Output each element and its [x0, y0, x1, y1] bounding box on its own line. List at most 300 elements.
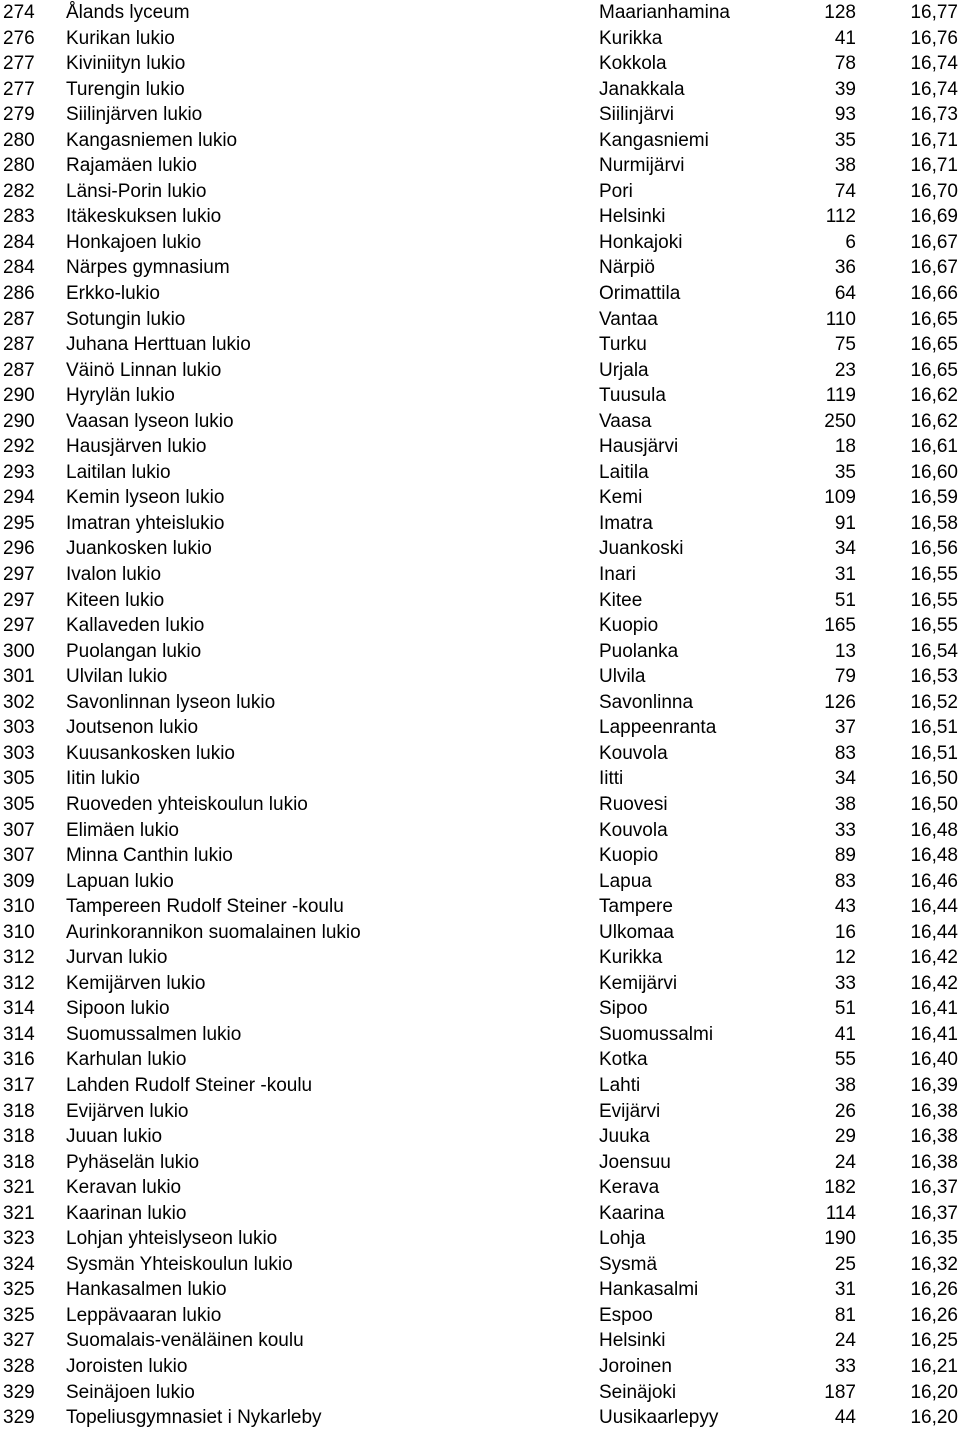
- school-name-cell: Vaasan lyseon lukio: [66, 410, 234, 432]
- student-count-cell: 110: [825, 308, 856, 330]
- school-name-cell: Kangasniemen lukio: [66, 129, 238, 151]
- rank-cell: 277: [3, 53, 35, 75]
- table-row: [0, 102, 960, 128]
- municipality-cell: Hankasalmi: [599, 1279, 699, 1301]
- municipality-cell: Kerava: [599, 1177, 660, 1199]
- student-count-cell: 35: [834, 129, 856, 151]
- rank-cell: 325: [3, 1279, 35, 1301]
- rank-cell: 324: [3, 1253, 35, 1275]
- rank-cell: 323: [3, 1228, 35, 1250]
- school-name-cell: Närpes gymnasium: [66, 257, 230, 279]
- student-count-cell: 182: [824, 1177, 856, 1199]
- average-score-cell: 16,54: [910, 640, 958, 662]
- table-row: [0, 639, 960, 665]
- student-count-cell: 74: [834, 180, 856, 202]
- student-count-cell: 75: [834, 334, 856, 356]
- municipality-cell: Lappeenranta: [599, 717, 717, 739]
- municipality-cell: Kemi: [599, 487, 643, 509]
- student-count-cell: 64: [834, 283, 856, 305]
- school-name-cell: Hyrylän lukio: [66, 385, 175, 407]
- school-name-cell: Siilinjärven lukio: [66, 104, 203, 126]
- municipality-cell: Tampere: [599, 896, 673, 918]
- average-score-cell: 16,58: [910, 512, 958, 534]
- average-score-cell: 16,77: [910, 2, 958, 23]
- municipality-cell: Savonlinna: [599, 691, 694, 713]
- student-count-cell: 93: [834, 104, 856, 126]
- student-count-cell: 81: [834, 1304, 856, 1326]
- school-name-cell: Ivalon lukio: [66, 564, 162, 586]
- student-count-cell: 114: [825, 1202, 856, 1224]
- average-score-cell: 16,66: [910, 283, 958, 305]
- table-row: [0, 358, 960, 384]
- table-row: [0, 409, 960, 435]
- student-count-cell: 25: [834, 1253, 856, 1275]
- table-row: [0, 77, 960, 103]
- municipality-cell: Lapua: [599, 870, 652, 892]
- student-count-cell: 89: [834, 845, 856, 867]
- rank-cell: 284: [3, 231, 35, 253]
- rank-cell: 312: [3, 947, 35, 969]
- municipality-cell: Maarianhamina: [599, 2, 730, 23]
- municipality-cell: Inari: [599, 564, 636, 586]
- student-count-cell: 33: [834, 1355, 856, 1377]
- rank-cell: 297: [3, 615, 35, 637]
- rank-cell: 302: [3, 691, 35, 713]
- average-score-cell: 16,44: [910, 896, 958, 918]
- student-count-cell: 16: [834, 921, 856, 943]
- school-name-cell: Kemin lyseon lukio: [66, 487, 225, 509]
- student-count-cell: 18: [834, 436, 856, 458]
- table-row: [0, 741, 960, 767]
- average-score-cell: 16,20: [910, 1407, 958, 1429]
- table-row: [0, 613, 960, 639]
- school-name-cell: Puolangan lukio: [66, 640, 202, 662]
- average-score-cell: 16,67: [910, 231, 958, 253]
- rank-cell: 307: [3, 845, 35, 867]
- municipality-cell: Suomussalmi: [599, 1023, 714, 1045]
- table-row: [0, 485, 960, 511]
- municipality-cell: Kaarina: [599, 1202, 665, 1224]
- rank-cell: 327: [3, 1330, 35, 1352]
- rank-cell: 301: [3, 666, 35, 688]
- rank-cell: 296: [3, 538, 35, 560]
- municipality-cell: Juankoski: [599, 538, 684, 560]
- rank-cell: 305: [3, 768, 35, 790]
- school-name-cell: Hausjärven lukio: [66, 436, 207, 458]
- municipality-cell: Ulkomaa: [599, 921, 674, 943]
- student-count-cell: 55: [834, 1049, 856, 1071]
- student-count-cell: 33: [834, 972, 856, 994]
- municipality-cell: Lohja: [599, 1228, 646, 1250]
- municipality-cell: Hausjärvi: [599, 436, 679, 458]
- average-score-cell: 16,21: [910, 1355, 958, 1377]
- school-name-cell: Sipoon lukio: [66, 998, 170, 1020]
- student-count-cell: 51: [834, 998, 856, 1020]
- rank-cell: 312: [3, 972, 35, 994]
- table-row: [0, 332, 960, 358]
- rank-cell: 318: [3, 1126, 35, 1148]
- student-count-cell: 190: [824, 1228, 856, 1250]
- school-name-cell: Lahden Rudolf Steiner -koulu: [66, 1074, 313, 1096]
- average-score-cell: 16,38: [910, 1151, 958, 1173]
- rank-cell: 321: [3, 1177, 35, 1199]
- average-score-cell: 16,52: [910, 691, 958, 713]
- student-count-cell: 91: [834, 512, 856, 534]
- rank-cell: 279: [3, 104, 35, 126]
- table-row: [0, 1175, 960, 1201]
- rank-cell: 307: [3, 819, 35, 841]
- school-name-cell: Rajamäen lukio: [66, 155, 197, 177]
- average-score-cell: 16,76: [910, 27, 958, 49]
- student-count-cell: 38: [834, 155, 856, 177]
- rank-cell: 287: [3, 359, 35, 381]
- table-row: [0, 996, 960, 1022]
- table-row: [0, 1099, 960, 1125]
- average-score-cell: 16,42: [910, 972, 958, 994]
- student-count-cell: 112: [825, 206, 856, 228]
- school-name-cell: Joroisten lukio: [66, 1355, 188, 1377]
- school-name-cell: Kemijärven lukio: [66, 972, 206, 994]
- rank-cell: 276: [3, 27, 35, 49]
- school-name-cell: Kiviniityn lukio: [66, 53, 186, 75]
- rank-cell: 318: [3, 1151, 35, 1173]
- school-name-cell: Minna Canthin lukio: [66, 845, 233, 867]
- student-count-cell: 39: [834, 78, 856, 100]
- rank-cell: 283: [3, 206, 35, 228]
- student-count-cell: 26: [834, 1100, 856, 1122]
- municipality-cell: Janakkala: [599, 78, 685, 100]
- average-score-cell: 16,38: [910, 1100, 958, 1122]
- table-row: [0, 869, 960, 895]
- municipality-cell: Lahti: [599, 1074, 641, 1096]
- average-score-cell: 16,37: [910, 1202, 958, 1224]
- table-row: [0, 536, 960, 562]
- school-name-cell: Topeliusgymnasiet i Nykarleby: [66, 1407, 322, 1429]
- municipality-cell: Helsinki: [599, 206, 666, 228]
- average-score-cell: 16,41: [910, 1023, 958, 1045]
- school-name-cell: Kiteen lukio: [66, 589, 165, 611]
- municipality-cell: Kemijärvi: [599, 972, 678, 994]
- municipality-cell: Helsinki: [599, 1330, 666, 1352]
- municipality-cell: Imatra: [599, 512, 653, 534]
- student-count-cell: 35: [834, 461, 856, 483]
- municipality-cell: Kurikka: [599, 947, 663, 969]
- student-count-cell: 31: [834, 564, 856, 586]
- average-score-cell: 16,25: [910, 1330, 958, 1352]
- average-score-cell: 16,20: [910, 1381, 958, 1403]
- school-name-cell: Juuan lukio: [66, 1126, 163, 1148]
- table-row: [0, 588, 960, 614]
- municipality-cell: Sysmä: [599, 1253, 658, 1275]
- rank-cell: 318: [3, 1100, 35, 1122]
- average-score-cell: 16,50: [910, 793, 958, 815]
- average-score-cell: 16,38: [910, 1126, 958, 1148]
- rank-cell: 284: [3, 257, 35, 279]
- municipality-cell: Sipoo: [599, 998, 648, 1020]
- table-row: [0, 690, 960, 716]
- municipality-cell: Kouvola: [599, 742, 668, 764]
- student-count-cell: 41: [834, 1023, 856, 1045]
- municipality-cell: Ulvila: [599, 666, 646, 688]
- municipality-cell: Ruovesi: [599, 793, 668, 815]
- average-score-cell: 16,35: [910, 1228, 958, 1250]
- rank-cell: 277: [3, 78, 35, 100]
- student-count-cell: 13: [834, 640, 856, 662]
- average-score-cell: 16,53: [910, 666, 958, 688]
- municipality-cell: Puolanka: [599, 640, 679, 662]
- table-row: [0, 1380, 960, 1406]
- average-score-cell: 16,55: [910, 564, 958, 586]
- average-score-cell: 16,32: [910, 1253, 958, 1275]
- table-row: [0, 1022, 960, 1048]
- table-row: [0, 230, 960, 256]
- rank-cell: 309: [3, 870, 35, 892]
- rank-cell: 314: [3, 1023, 35, 1045]
- school-name-cell: Savonlinnan lyseon lukio: [66, 691, 276, 713]
- rank-cell: 316: [3, 1049, 35, 1071]
- average-score-cell: 16,41: [910, 998, 958, 1020]
- school-name-cell: Leppävaaran lukio: [66, 1304, 222, 1326]
- rank-cell: 280: [3, 155, 35, 177]
- municipality-cell: Tuusula: [599, 385, 666, 407]
- school-name-cell: Laitilan lukio: [66, 461, 171, 483]
- student-count-cell: 23: [834, 359, 856, 381]
- table-row: [0, 1303, 960, 1329]
- rank-cell: 317: [3, 1074, 35, 1096]
- student-count-cell: 38: [834, 1074, 856, 1096]
- rank-cell: 310: [3, 896, 35, 918]
- table-row: [0, 460, 960, 486]
- table-row: [0, 511, 960, 537]
- average-score-cell: 16,74: [910, 53, 958, 75]
- table-row: [0, 128, 960, 154]
- rank-cell: 293: [3, 461, 35, 483]
- student-count-cell: 187: [824, 1381, 856, 1403]
- rank-cell: 292: [3, 436, 35, 458]
- average-score-cell: 16,70: [910, 180, 958, 202]
- municipality-cell: Joensuu: [599, 1151, 671, 1173]
- table-row: [0, 715, 960, 741]
- table-row: [0, 1277, 960, 1303]
- table-row: [0, 971, 960, 997]
- municipality-cell: Vantaa: [599, 308, 658, 330]
- school-name-cell: Kuusankosken lukio: [66, 742, 235, 764]
- rank-cell: 280: [3, 129, 35, 151]
- municipality-cell: Urjala: [599, 359, 649, 381]
- school-name-cell: Imatran yhteislukio: [66, 512, 225, 534]
- table-row: [0, 843, 960, 869]
- student-count-cell: 38: [834, 793, 856, 815]
- municipality-cell: Kitee: [599, 589, 643, 611]
- school-name-cell: Kallaveden lukio: [66, 615, 205, 637]
- student-count-cell: 29: [834, 1126, 856, 1148]
- municipality-cell: Kuopio: [599, 615, 659, 637]
- municipality-cell: Kouvola: [599, 819, 668, 841]
- average-score-cell: 16,67: [910, 257, 958, 279]
- average-score-cell: 16,37: [910, 1177, 958, 1199]
- average-score-cell: 16,55: [910, 615, 958, 637]
- municipality-cell: Vaasa: [599, 410, 652, 432]
- table-row: [0, 920, 960, 946]
- municipality-cell: Uusikaarlepyy: [599, 1407, 719, 1429]
- average-score-cell: 16,26: [910, 1304, 958, 1326]
- student-count-cell: 41: [834, 27, 856, 49]
- rank-cell: 294: [3, 487, 35, 509]
- table-row: [0, 1124, 960, 1150]
- school-name-cell: Suomussalmen lukio: [66, 1023, 242, 1045]
- rank-cell: 297: [3, 564, 35, 586]
- rank-cell: 287: [3, 334, 35, 356]
- school-name-cell: Jurvan lukio: [66, 947, 168, 969]
- student-count-cell: 34: [834, 768, 856, 790]
- school-name-cell: Kurikan lukio: [66, 27, 175, 49]
- rank-cell: 286: [3, 283, 35, 305]
- student-count-cell: 34: [834, 538, 856, 560]
- table-row: [0, 0, 960, 26]
- table-row: [0, 434, 960, 460]
- student-count-cell: 109: [824, 487, 856, 509]
- school-name-cell: Länsi-Porin lukio: [66, 180, 207, 202]
- average-score-cell: 16,65: [910, 334, 958, 356]
- student-count-cell: 78: [834, 53, 856, 75]
- municipality-cell: Kangasniemi: [599, 129, 709, 151]
- rank-cell: 303: [3, 742, 35, 764]
- municipality-cell: Seinäjoki: [599, 1381, 677, 1403]
- table-row: [0, 664, 960, 690]
- table-row: [0, 1073, 960, 1099]
- student-count-cell: 6: [845, 231, 856, 253]
- average-score-cell: 16,51: [910, 742, 958, 764]
- rank-cell: 329: [3, 1381, 35, 1403]
- average-score-cell: 16,71: [910, 155, 958, 177]
- school-name-cell: Ulvilan lukio: [66, 666, 168, 688]
- school-name-cell: Juhana Herttuan lukio: [66, 334, 251, 356]
- table-row: [0, 562, 960, 588]
- average-score-cell: 16,44: [910, 921, 958, 943]
- student-count-cell: 79: [834, 666, 856, 688]
- student-count-cell: 165: [824, 615, 856, 637]
- student-count-cell: 119: [825, 385, 856, 407]
- rank-cell: 305: [3, 793, 35, 815]
- school-name-cell: Ruoveden yhteiskoulun lukio: [66, 793, 308, 815]
- school-name-cell: Turengin lukio: [66, 78, 185, 100]
- table-row: [0, 26, 960, 52]
- rank-cell: 295: [3, 512, 35, 534]
- school-name-cell: Keravan lukio: [66, 1177, 182, 1199]
- municipality-cell: Iitti: [599, 768, 624, 790]
- table-row: [0, 766, 960, 792]
- average-score-cell: 16,40: [910, 1049, 958, 1071]
- school-name-cell: Tampereen Rudolf Steiner -koulu: [66, 896, 344, 918]
- average-score-cell: 16,26: [910, 1279, 958, 1301]
- municipality-cell: Orimattila: [599, 283, 681, 305]
- average-score-cell: 16,62: [910, 385, 958, 407]
- rank-cell: 321: [3, 1202, 35, 1224]
- municipality-cell: Kuopio: [599, 845, 659, 867]
- student-count-cell: 83: [834, 870, 856, 892]
- municipality-cell: Honkajoki: [599, 231, 683, 253]
- table-row: [0, 1252, 960, 1278]
- student-count-cell: 36: [834, 257, 856, 279]
- school-name-cell: Erkko-lukio: [66, 283, 160, 305]
- average-score-cell: 16,71: [910, 129, 958, 151]
- average-score-cell: 16,50: [910, 768, 958, 790]
- municipality-cell: Kurikka: [599, 27, 663, 49]
- average-score-cell: 16,62: [910, 410, 958, 432]
- municipality-cell: Evijärvi: [599, 1100, 661, 1122]
- table-row: [0, 1047, 960, 1073]
- rank-cell: 300: [3, 640, 35, 662]
- table-row: [0, 1405, 960, 1431]
- municipality-cell: Pori: [599, 180, 633, 202]
- student-count-cell: 24: [834, 1330, 856, 1352]
- table-row: [0, 281, 960, 307]
- average-score-cell: 16,69: [910, 206, 958, 228]
- average-score-cell: 16,61: [910, 436, 958, 458]
- student-count-cell: 250: [824, 410, 856, 432]
- table-row: [0, 1354, 960, 1380]
- rank-cell: 274: [3, 2, 35, 23]
- municipality-cell: Juuka: [599, 1126, 650, 1148]
- school-name-cell: Kaarinan lukio: [66, 1202, 187, 1224]
- municipality-cell: Kotka: [599, 1049, 648, 1071]
- municipality-cell: Siilinjärvi: [599, 104, 674, 126]
- student-count-cell: 128: [824, 2, 856, 23]
- school-name-cell: Iitin lukio: [66, 768, 140, 790]
- average-score-cell: 16,42: [910, 947, 958, 969]
- average-score-cell: 16,56: [910, 538, 958, 560]
- student-count-cell: 31: [834, 1279, 856, 1301]
- school-name-cell: Sysmän Yhteiskoulun lukio: [66, 1253, 293, 1275]
- rank-cell: 328: [3, 1355, 35, 1377]
- school-name-cell: Itäkeskuksen lukio: [66, 206, 222, 228]
- rank-cell: 314: [3, 998, 35, 1020]
- student-count-cell: 37: [834, 717, 856, 739]
- student-count-cell: 43: [834, 896, 856, 918]
- school-name-cell: Lapuan lukio: [66, 870, 174, 892]
- student-count-cell: 24: [834, 1151, 856, 1173]
- rank-cell: 290: [3, 410, 35, 432]
- average-score-cell: 16,51: [910, 717, 958, 739]
- average-score-cell: 16,65: [910, 359, 958, 381]
- average-score-cell: 16,48: [910, 819, 958, 841]
- municipality-cell: Nurmijärvi: [599, 155, 685, 177]
- table-row: [0, 818, 960, 844]
- table-row: [0, 307, 960, 333]
- student-count-cell: 33: [834, 819, 856, 841]
- school-name-cell: Hankasalmen lukio: [66, 1279, 227, 1301]
- school-name-cell: Juankosken lukio: [66, 538, 212, 560]
- municipality-cell: Laitila: [599, 461, 649, 483]
- average-score-cell: 16,73: [910, 104, 958, 126]
- school-name-cell: Seinäjoen lukio: [66, 1381, 195, 1403]
- table-row: [0, 1226, 960, 1252]
- average-score-cell: 16,39: [910, 1074, 958, 1096]
- school-name-cell: Pyhäselän lukio: [66, 1151, 200, 1173]
- school-name-cell: Elimäen lukio: [66, 819, 179, 841]
- table-row: [0, 153, 960, 179]
- table-row: [0, 383, 960, 409]
- table-row: [0, 792, 960, 818]
- municipality-cell: Kokkola: [599, 53, 667, 75]
- table-row: [0, 51, 960, 77]
- average-score-cell: 16,60: [910, 461, 958, 483]
- municipality-cell: Turku: [599, 334, 647, 356]
- student-count-cell: 12: [834, 947, 856, 969]
- student-count-cell: 126: [824, 691, 856, 713]
- table-row: [0, 1328, 960, 1354]
- municipality-cell: Joroinen: [599, 1355, 672, 1377]
